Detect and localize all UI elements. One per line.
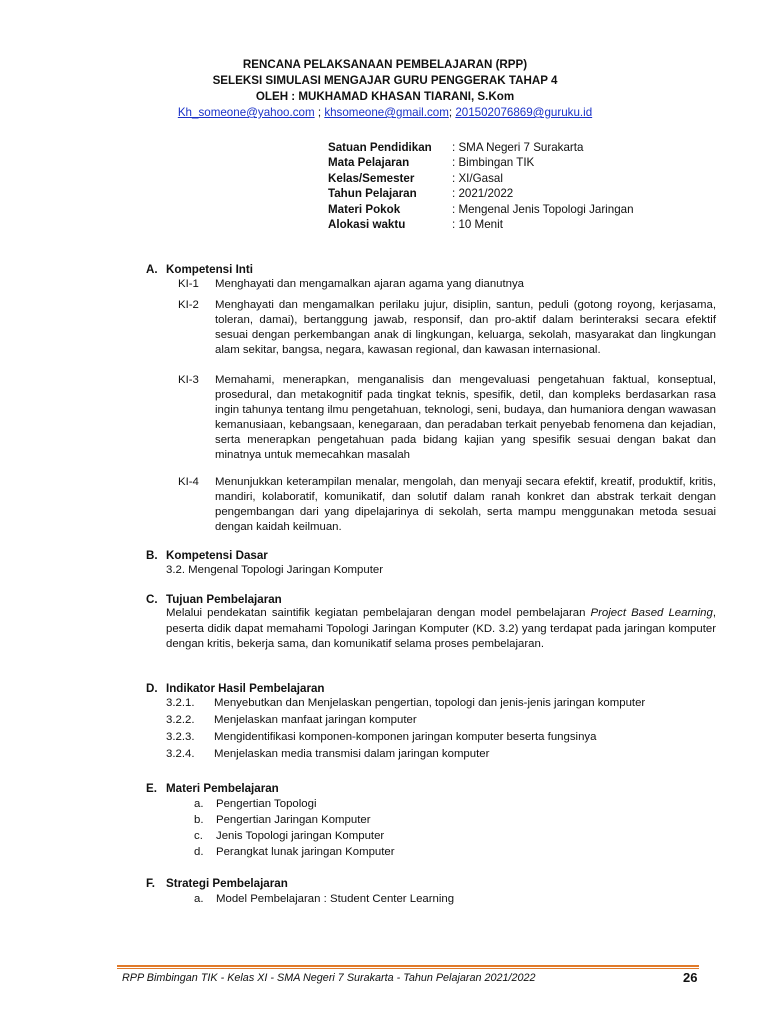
identity-table xyxy=(328,140,634,232)
document-subtitle: SELEKSI SIMULASI MENGAJAR GURU PENGGERAK TAHAP 4 xyxy=(212,74,558,87)
materi-text: Pengertian Topologi xyxy=(216,798,317,810)
email-link-yahoo[interactable]: Kh_someone@yahoo.com xyxy=(177,106,315,119)
indicator-number: 3.2.3. xyxy=(166,731,195,743)
email-link-gmail[interactable]: khsomeone@gmail.com xyxy=(324,106,449,119)
section-c-heading xyxy=(146,592,282,607)
identity-value: : 2021/2022 xyxy=(452,187,514,201)
strategi-letter: a. xyxy=(194,893,204,905)
ki-text: Menghayati dan mengamalkan ajaran agama yang dianutnya xyxy=(215,278,525,290)
materi-item xyxy=(194,796,317,812)
page-number: 26 xyxy=(683,970,698,985)
indicator-text: Mengidentifikasi komponen-komponen jaringan komputer beserta fungsinya xyxy=(214,731,597,743)
email-separator: ; xyxy=(314,106,325,119)
section-e-heading xyxy=(146,781,279,796)
indicator-number: 3.2.2. xyxy=(166,714,195,726)
ki-text: Menghayati dan mengamalkan perilaku jujur, disiplin, santun, peduli (gotong royong, kerjasama, toleran, damai), bertanggung jawab, responsif, dan pro-aktif dalam berinteraksi secara efektif sesuai dengan perkembangan anak di lingkungan, keluarga, sekolah, masyarakat dan lingkungan alam sekitar, bangsa, negara, kawasan regional, dan kawasan internasional. xyxy=(215,299,716,356)
indicator-number: 3.2.4. xyxy=(166,748,195,760)
strategi-item xyxy=(194,891,454,907)
section-title: Materi Pembelajaran xyxy=(166,782,279,795)
section-letter: F. xyxy=(146,877,156,890)
identity-value: : SMA Negeri 7 Surakarta xyxy=(452,141,584,154)
ki-text: Menunjukkan keterampilan menalar, mengolah, dan menyaji secara efektif, kreatif, produktif, kritis, mandiri, kolaboratif, komunikatif, dan solutif dalam ranah konkret dan abstrak terkait dengan pengembangan dari yang dipelajarinya di sekolah, serta mampu menggunakan metoda sesuai dengan kaidah keilmuan. xyxy=(215,476,716,533)
materi-letter: b. xyxy=(194,814,204,826)
footer-divider xyxy=(117,968,699,969)
section-title: Kompetensi Inti xyxy=(166,263,253,276)
tujuan-text-after: , peserta didik dapat memahami Topologi Jaringan Komputer (KD. 3.2) yang terdapat pada jaringan komputer dengan kritis, bekerja sama, dan komunikatif selama proses pembelajaran. xyxy=(166,607,716,651)
materi-letter: d. xyxy=(194,846,204,858)
section-title: Strategi Pembelajaran xyxy=(166,877,288,890)
identity-key: Satuan Pendidikan xyxy=(328,141,432,154)
materi-item xyxy=(194,812,371,828)
materi-item xyxy=(194,844,395,860)
identity-value: : Mengenal Jenis Topologi Jaringan xyxy=(452,202,634,216)
email-separator: ; xyxy=(448,106,456,119)
section-letter: C. xyxy=(146,593,158,606)
identity-row xyxy=(328,140,634,155)
section-letter: E. xyxy=(146,782,157,795)
ki-code: KI-2 xyxy=(178,299,199,311)
email-links xyxy=(120,105,650,121)
identity-row xyxy=(328,217,634,232)
section-title: Kompetensi Dasar xyxy=(166,549,268,562)
materi-letter: c. xyxy=(194,830,203,842)
identity-key: Materi Pokok xyxy=(328,202,401,216)
identity-key: Mata Pelajaran xyxy=(328,156,410,170)
ki-code: KI-3 xyxy=(178,374,199,386)
ki-code: KI-4 xyxy=(178,476,199,488)
section-letter: B. xyxy=(146,549,158,562)
indicator-text: Menyebutkan dan Menjelaskan pengertian, topologi dan jenis-jenis jaringan komputer xyxy=(214,697,646,709)
kd-text: 3.2. Mengenal Topologi Jaringan Komputer xyxy=(166,564,383,576)
ki-code: KI-1 xyxy=(178,278,199,290)
section-title: Indikator Hasil Pembelajaran xyxy=(166,682,325,695)
document-title: RENCANA PELAKSANAAN PEMBELAJARAN (RPP) xyxy=(242,58,528,71)
indicator-item xyxy=(166,746,489,763)
footer-divider xyxy=(117,965,699,967)
identity-key: Tahun Pelajaran xyxy=(328,187,417,201)
materi-text: Pengertian Jaringan Komputer xyxy=(216,814,371,826)
ki-text: Memahami, menerapkan, menganalisis dan mengevaluasi pengetahuan faktual, konseptual, prosedural, dan metakognitif pada tingkat teknis, spesifik, detil, dan kompleks berdasarkan rasa ingin tahunya tentang ilmu pengetahuan, teknologi, seni, budaya, dan humaniora dengan wawasan kemanusiaan, kebangsaan, kenegaraan, dan peradaban terkait penyebab fenomena dan kejadian, serta menerapkan pengetahuan pada bidang kajian yang spesifik sesuai dengan bakat dan minatnya untuk memecahkan masalah xyxy=(215,374,716,461)
section-a-heading xyxy=(146,262,253,277)
footer-text: RPP Bimbingan TIK - Kelas XI - SMA Negeri 7 Surakarta - Tahun Pelajaran 2021/2022 xyxy=(122,972,536,984)
identity-row xyxy=(328,186,634,201)
identity-row xyxy=(328,171,634,186)
strategi-text: Model Pembelajaran : Student Center Learning xyxy=(216,893,455,905)
indicator-text: Menjelaskan manfaat jaringan komputer xyxy=(214,714,417,726)
identity-value: : XI/Gasal xyxy=(452,171,503,185)
section-letter: D. xyxy=(146,682,158,695)
identity-value: : 10 Menit xyxy=(452,218,503,232)
document-header xyxy=(120,57,650,121)
materi-text: Perangkat lunak jaringan Komputer xyxy=(216,846,395,858)
section-f-heading xyxy=(146,876,288,891)
identity-key: Alokasi waktu xyxy=(328,218,406,232)
indicator-item xyxy=(166,729,596,746)
materi-text: Jenis Topologi jaringan Komputer xyxy=(216,830,385,842)
section-d-heading xyxy=(146,681,325,696)
identity-row xyxy=(328,202,634,217)
tujuan-text-before: Melalui pendekatan saintifik kegiatan pembelajaran dengan model pembelajaran xyxy=(166,607,591,619)
indicator-item xyxy=(166,712,417,729)
section-title: Tujuan Pembelajaran xyxy=(166,593,282,606)
identity-row xyxy=(328,155,634,170)
indicator-number: 3.2.1. xyxy=(166,697,195,709)
materi-item xyxy=(194,828,384,844)
indicator-item xyxy=(166,695,645,712)
tujuan-paragraph xyxy=(166,606,716,653)
materi-letter: a. xyxy=(194,798,204,810)
identity-key: Kelas/Semester xyxy=(328,171,415,185)
email-link-guruku[interactable]: 201502076869@guruku.id xyxy=(455,106,593,119)
document-author: OLEH : MUKHAMAD KHASAN TIARANI, S.Kom xyxy=(255,90,515,103)
section-b-heading xyxy=(146,548,268,563)
section-letter: A. xyxy=(146,263,158,276)
identity-value: : Bimbingan TIK xyxy=(452,156,535,170)
indicator-text: Menjelaskan media transmisi dalam jaringan komputer xyxy=(214,748,490,760)
tujuan-italic: Project Based Learning xyxy=(590,607,713,619)
